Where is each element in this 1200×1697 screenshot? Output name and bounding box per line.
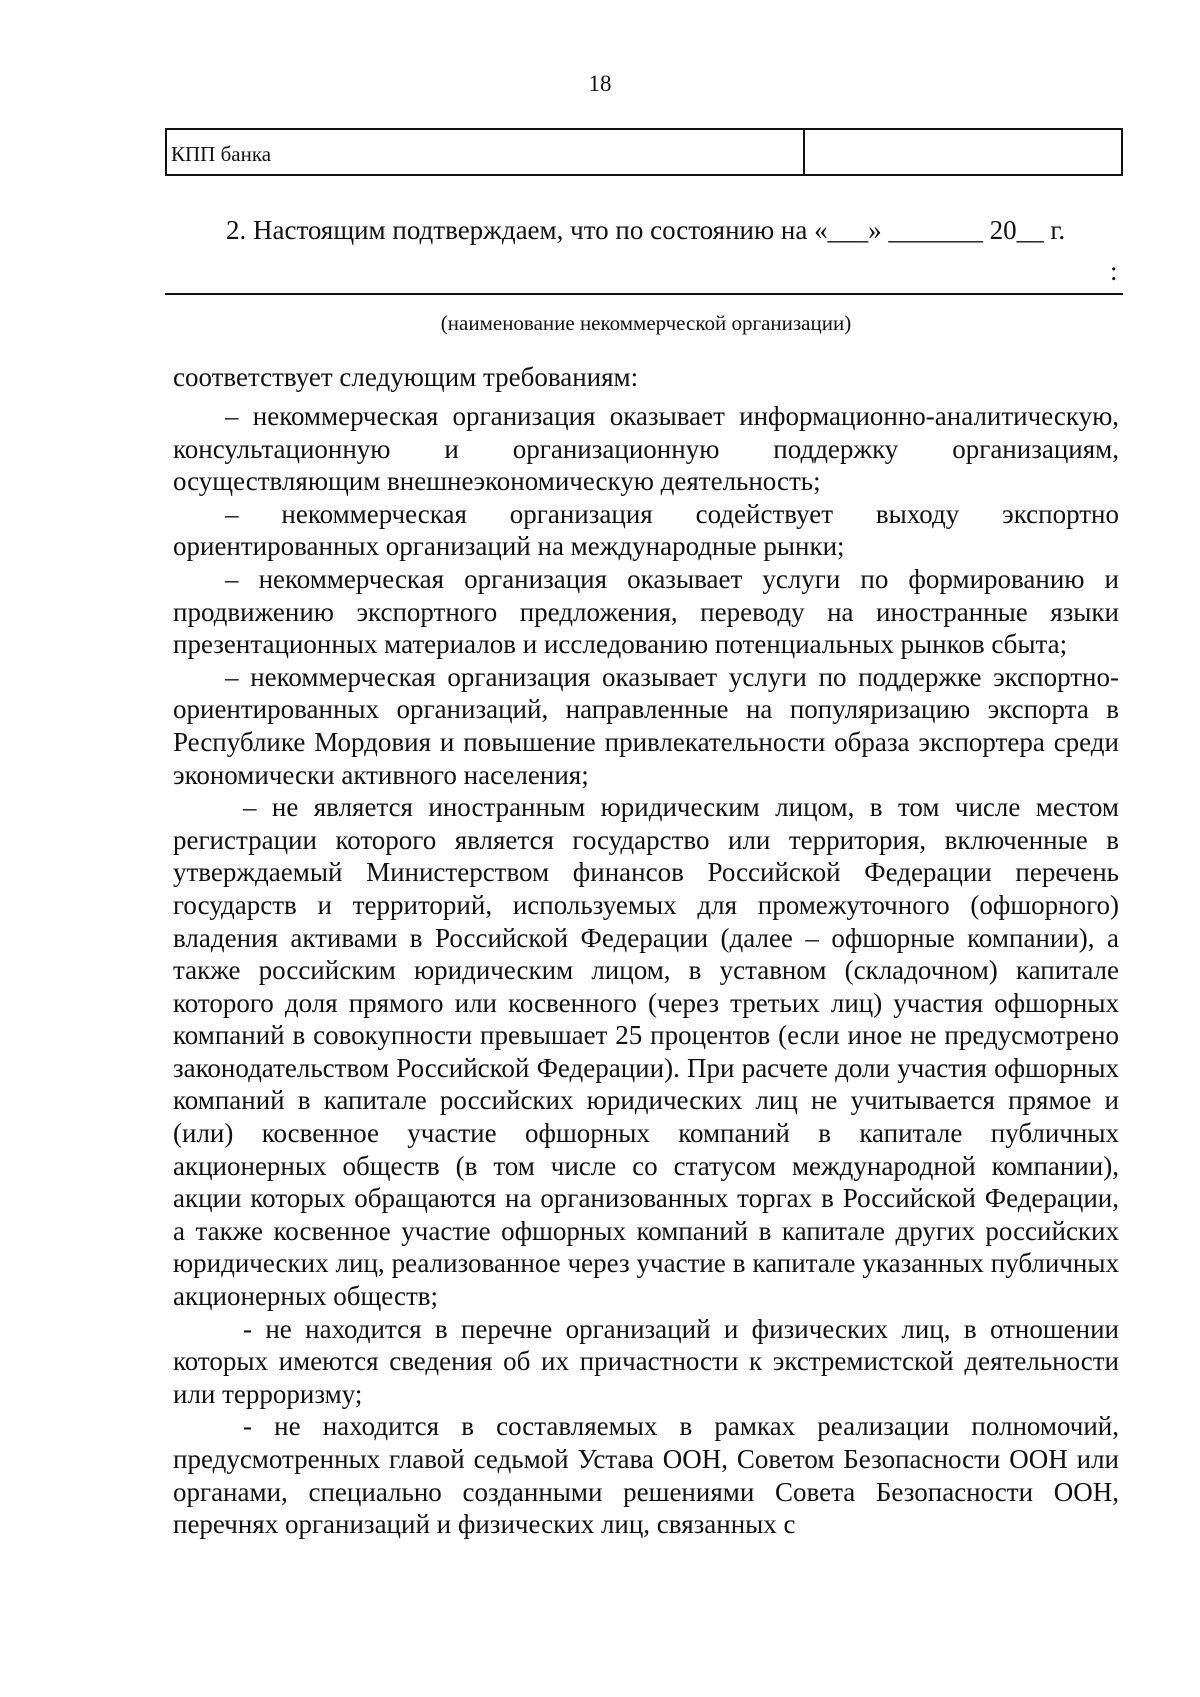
requirement-item: – не является иностранным юридическим лицом, в том числе местом регистрации которого является государство или территория, включенные в утверждаемый Министерством финансов Российской Федерации перечень государств и территорий, используемых для промежуточного (офшорного) владения активами в Российской Федерации (далее – офшорные компании), а также российским юридическим лицом, в уставном (складочном) капитале которого доля прямого или косвенного (через третьих лиц) участия офшорных компаний в совокупности превышает 25 процентов (если иное не предусмотрено законодательством Российской Федерации). При расчете доли участия офшорных компаний в капитале российских юридических лиц не учитывается прямое и (или) косвенное участие офшорных компаний в капитале публичных акционерных обществ (в том числе со статусом международной компании), акции которых обращаются на организованных торгах в Российской Федерации, а также косвенное участие офшорных компаний в капитале других российских юридических лиц, реализованное через участие в капитале указанных публичных акционерных обществ; [173,792,1119,1312]
requirement-item: – некоммерческая организация содействует выходу экспортно ориентированных организаций на международные рынки; [173,498,1119,562]
requirement-item: – некоммерческая организация оказывает услуги по поддержке экспортно-ориентированных организаций, направленные на популяризацию экспорта в Республике Мордовия и повышение привлекательности образа экспортера среди экономически активного населения; [173,661,1119,790]
requirement-item: - не находится в составляемых в рамках реализации полномочий, предусмотренных главой седьмой Устава ООН, Советом Безопасности ООН или органами, специально созданными решениями Совета Безопасности ООН, перечнях организаций и физических лиц, связанных с [173,1411,1119,1540]
confirmation-line: 2. Настоящим подтверждаем, что по состоянию на «___» _______ 20__ г. [226,215,1066,245]
requirement-item: – некоммерческая организация оказывает услуги по формированию и продвижению экспортного предложения, переводу на иностранные языки презентационных материалов и исследованию потенциальных рынков сбыта; [173,563,1119,660]
requirement-item: – некоммерческая организация оказывает информационно-аналитическую, консультационную и организационную поддержку организациям, осуществляющим внешнеэкономическую деятельность; [173,401,1119,497]
confirmation-colon: : [1110,256,1118,286]
organization-name-line [165,293,1123,295]
requirement-item: - не находится в перечне организаций и физических лиц, в отношении которых имеются сведения об их причастности к экстремистской деятельности или терроризму; [173,1313,1119,1409]
kpp-label-cell: КПП банка [167,130,805,174]
kpp-value-cell [805,130,1121,174]
organization-name-caption: (наименование некоммерческой организации) [440,311,852,335]
kpp-table [165,128,1123,176]
page-number: 18 [588,71,612,96]
requirements-lead: соответствует следующим требованиям: [173,362,639,392]
requirements-list [173,400,1119,1541]
